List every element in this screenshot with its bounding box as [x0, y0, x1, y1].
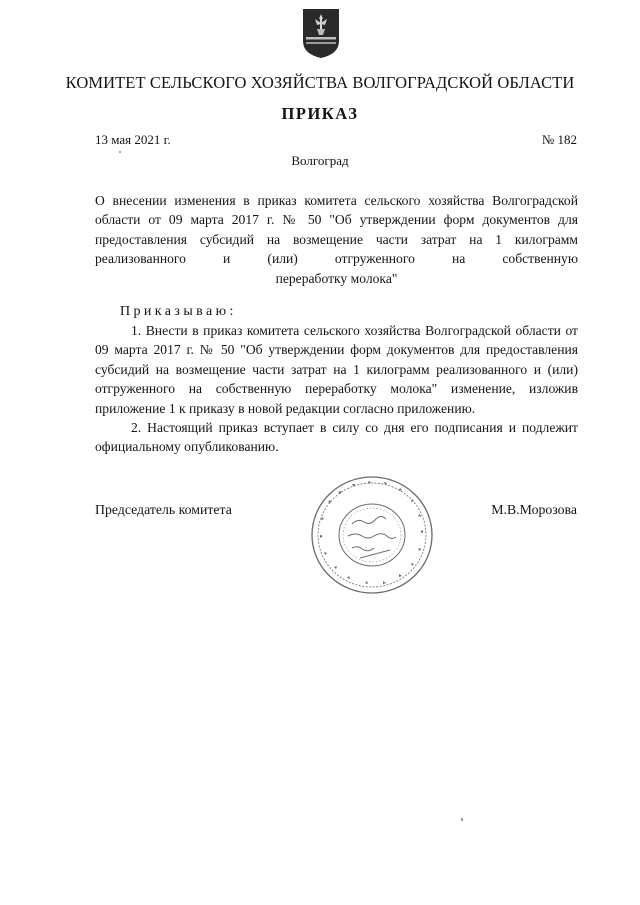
- subject-last-line: переработку молока": [275, 270, 398, 286]
- order-item-1: 1. Внести в приказ комитета сельского хозяйства Волгоградской области от 09 марта 2017 г. № 50 "Об утверждении форм документов для предоставления субсидий на возмещение части затрат на 1 килограмм реализованного и (или) отгруженного на собственную переработку молока" изменение, изложив приложение 1 к приказу в новой редакции согласно приложению.: [95, 323, 578, 416]
- order-body: [95, 321, 578, 457]
- document-subject: [95, 191, 578, 288]
- scan-speck: [119, 151, 121, 153]
- document-number: № 182: [541, 132, 577, 147]
- signatory-name: М.В.Морозова: [491, 502, 577, 517]
- order-item-2: 2. Настоящий приказ вступает в силу со дня его подписания и подлежит официальному опубликованию.: [95, 420, 578, 455]
- subject-main-text: О внесении изменения в приказ комитета сельского хозяйства Волгоградской области от 09 марта 2017 г. № 50 "Об утверждении форм документов для предоставления субсидий на возмещение части затрат на 1 килограмм реализованного и (или) отгруженного на собственную: [95, 193, 578, 267]
- document-type: ПРИКАЗ: [281, 104, 359, 123]
- document-date: 13 мая 2021 г.: [95, 132, 171, 147]
- order-word: Приказываю:: [120, 304, 237, 319]
- scan-speck: [461, 818, 463, 821]
- organization-name: КОМИТЕТ СЕЛЬСКОГО ХОЗЯЙСТВА ВОЛГОГРАДСКОЙ ОБЛАСТИ: [65, 73, 575, 92]
- round-seal-stamp: [308, 472, 436, 598]
- signatory-title: Председатель комитета: [95, 502, 232, 517]
- document-city: Волгоград: [291, 153, 349, 168]
- coat-of-arms-emblem: [301, 7, 341, 59]
